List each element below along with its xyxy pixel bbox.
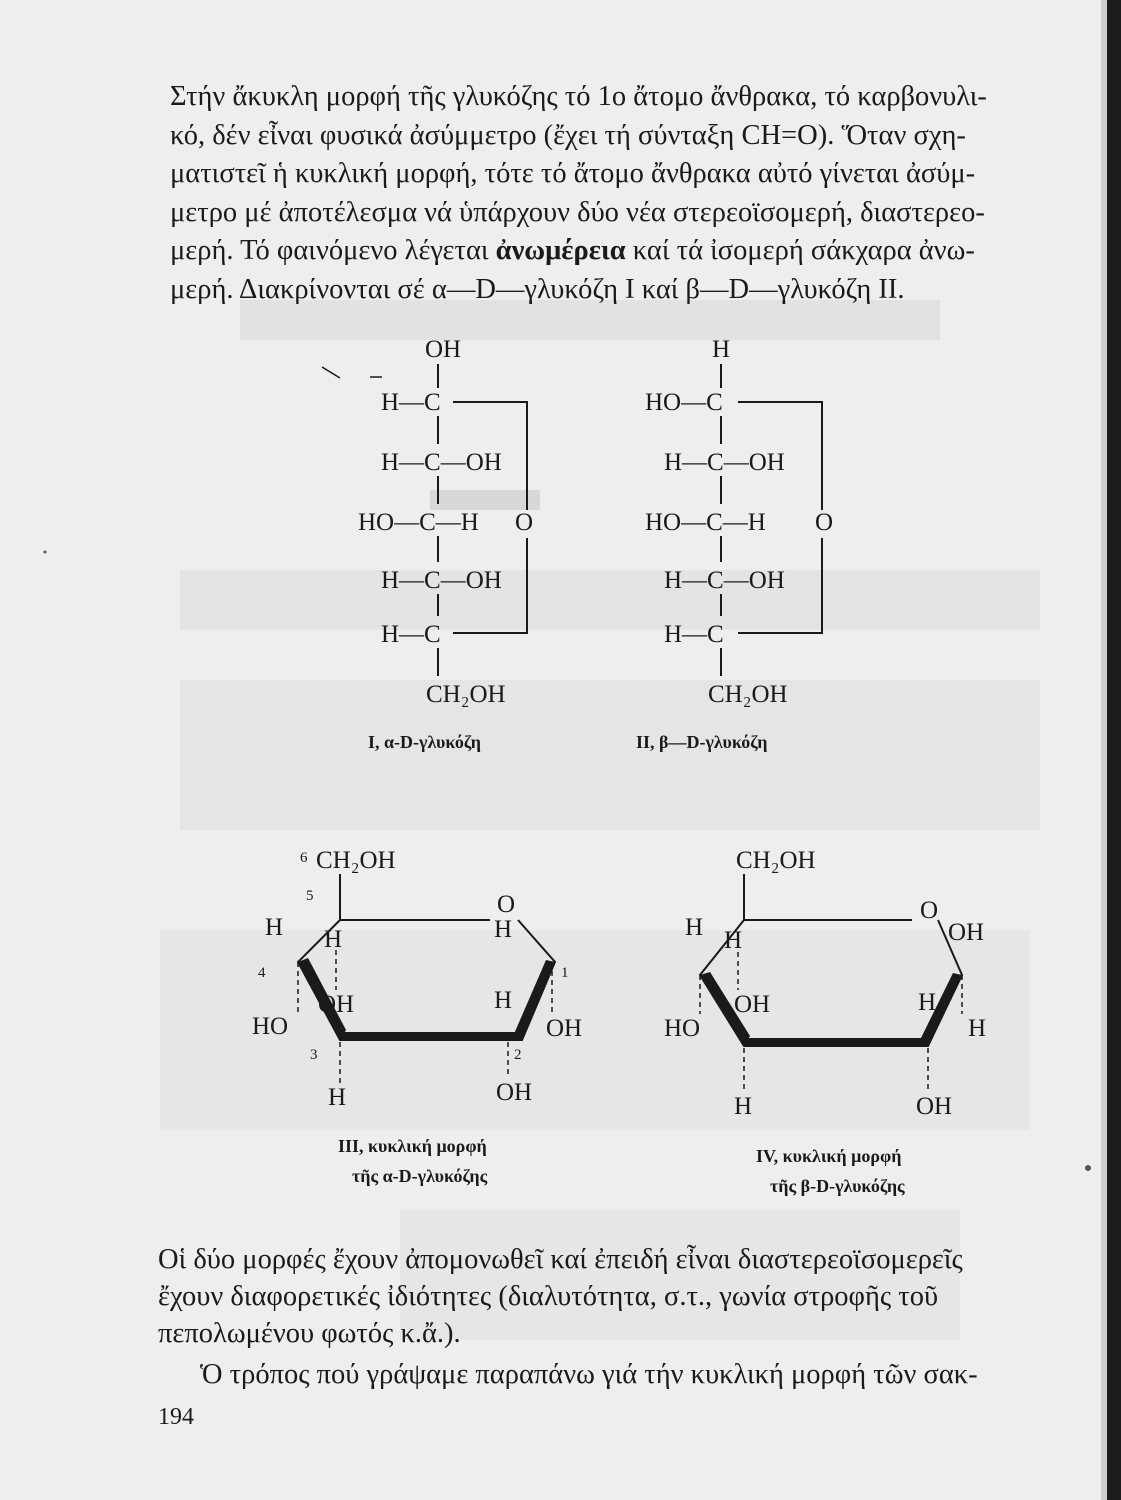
text-line: μερή. Διακρίνονται σέ α—D—γλυκόζη Ι καί β—D—γλυκόζη ΙΙ. [170,273,905,305]
alpha-c5: H—C [381,621,441,648]
alpha-ring-num1: 1 [561,965,569,981]
alpha-ring-c4-oh: OH [318,991,355,1018]
alpha-chain-caption: Ι, α-D-γλυκόζη [368,732,482,752]
alpha-ring-num2: 2 [514,1047,522,1063]
beta-ring-c5-h: H [685,914,704,941]
alpha-top-oh: OH [425,336,462,363]
alpha-ring-c2-oh: OH [496,1079,533,1106]
beta-ring-c2-oh: OH [916,1093,953,1120]
page-edge [1107,0,1121,1500]
text-run: καί τά ἰσομερή σάκχαρα ἀνω- [625,235,975,266]
alpha-ring-num3: 3 [310,1047,318,1063]
beta-c3: HO—C—H [645,509,766,536]
beta-ring-c4-oh: OH [734,991,771,1018]
alpha-ring-num4: 4 [258,965,266,981]
text-line: ματιστεῖ ἡ κυκλική μορφή, τότε τό ἄτομο ἄνθρακα αὐτό γίνεται ἀσύμ- [170,158,976,189]
beta-ring-c4-h: H [724,927,743,954]
text-run: μερή. Τό φαινόμενο λέγεται [170,235,496,266]
text-line: πεπολωμένου φωτός κ.ἄ.). [158,1318,461,1349]
text-line: κό, δέν εἶναι φυσικά ἀσύμμετρο (ἔχει τή σύνταξη CH=O). Ὅταν σχη- [170,119,966,151]
alpha-ring-c2-h: H [494,987,513,1014]
alpha-c2: H—C—OH [381,449,502,476]
structure-beta-chain [636,336,833,752]
beta-c2: H—C—OH [664,449,785,476]
alpha-ring-ch2oh: CH₂OH [316,847,396,874]
alpha-ring-c4-h: H [324,926,343,953]
alpha-ring-oxygen: O [515,509,534,536]
alpha-ring-oxygen: O [497,891,516,918]
speck [44,551,47,554]
beta-ring-c1-oh: OH [948,919,985,946]
beta-chain-caption: ΙΙ, β—D-γλυκόζη [636,732,768,752]
structure-alpha-ring [252,847,582,1186]
alpha-ring-c5-h: H [265,914,284,941]
stray-mark [322,367,340,378]
beta-ring-c4-ho: HO [664,1015,701,1042]
beta-c5: H—C [664,621,724,648]
alpha-c1: H—C [381,389,441,416]
alpha-c4: H—C—OH [381,567,502,594]
beta-ring-ch2oh: CH₂OH [736,847,816,874]
alpha-ring-caption-2: τῆς α-D-γλυκόζης [352,1166,488,1186]
ring-wedge [340,1032,522,1040]
text-line: ἔχουν διαφορετικές ἰδιότητες (διαλυτότητα, σ.τ., γωνία στροφῆς τοῦ [158,1281,939,1312]
alpha-ring-c1-oh: OH [546,1015,583,1042]
beta-ring-caption-2: τῆς β-D-γλυκόζης [770,1176,905,1196]
beta-ring-oxygen: O [920,897,939,924]
structure-beta-ring [664,847,986,1196]
speck [1085,1165,1091,1171]
beta-ring-c3-h: H [734,1093,753,1120]
alpha-ring-caption-1: ΙΙΙ, κυκλική μορφή [338,1136,487,1156]
beta-ring-oxygen: O [815,509,834,536]
alpha-c6: CH₂OH [426,681,506,708]
beta-ring-c2-h: H [918,989,937,1016]
alpha-ring-c1-h: H [494,916,513,943]
ring-wedge [744,1038,928,1046]
alpha-ring-c3-h: H [328,1084,347,1111]
beta-c6: CH₂OH [708,681,788,708]
structure-alpha-chain [322,336,533,752]
alpha-ring-c6-number: 6 [300,850,308,866]
term-anomereia: ἀνωμέρεια [495,235,626,266]
text-line: Οἱ δύο μορφές ἔχουν ἀπομονωθεῖ καί ἐπειδή εἶναι διαστερεοϊσομερεῖς [158,1244,963,1275]
alpha-ring-num5: 5 [306,888,314,904]
beta-ring-caption-1: IV, κυκλική μορφή [756,1146,902,1166]
beta-top-h: H [712,336,731,363]
diastereomer-paragraph [158,1241,1038,1352]
beta-c4: H—C—OH [664,567,785,594]
alpha-ring-c4-ho: HO [252,1013,289,1040]
beta-ring-c1-h: H [968,1015,987,1042]
text-line: μετρο μέ ἀποτέλεσμα νά ὑπάρχουν δύο νέα στερεοϊσομερή, διαστερεο- [170,196,985,228]
text-line: Στήν ἄκυκλη μορφή τῆς γλυκόζης τό 1ο ἄτομο ἄνθρακα, τό καρβονυλι- [170,81,987,112]
alpha-c3: HO—C—H [358,509,479,536]
closing-paragraph: Ὁ τρόπος πού γράψαμε παραπάνω γιά τήν κυκλική μορφή τῶν σακ- [200,1359,978,1390]
beta-c1: HO—C [645,389,723,416]
page-number: 194 [158,1404,194,1430]
